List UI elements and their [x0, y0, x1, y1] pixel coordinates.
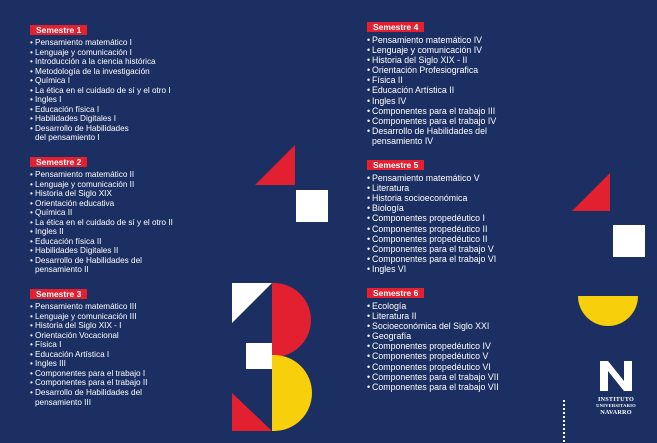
course-item: • Componentes para el trabajo VI — [367, 254, 577, 264]
semester-title: Semestre 1 — [30, 25, 87, 35]
semester-block — [30, 284, 240, 407]
course-item: • Orientación Vocacional — [30, 331, 240, 341]
course-item: • Componentes para el trabajo II — [30, 378, 240, 388]
course-list — [367, 301, 577, 392]
red-triangle-decoration-right — [572, 173, 610, 211]
course-item: • Pensamiento matemático I — [30, 38, 240, 48]
course-item: • Geografía — [367, 331, 577, 341]
white-square-decoration-right — [613, 225, 645, 257]
semester-block — [367, 283, 577, 392]
left-column — [30, 20, 240, 416]
semester-block — [30, 20, 240, 143]
red-small-triangle-shape — [232, 393, 272, 431]
course-item: • Desarrollo de Habilidades del pensamiento II — [30, 256, 240, 275]
logo-text-line3: NAVARRO — [600, 409, 632, 416]
course-item: • Componentes para el trabajo IV — [367, 116, 577, 126]
course-item: • Componentes propedéutico VI — [367, 362, 577, 372]
course-item: • Ingles I — [30, 95, 240, 105]
semester-title: Semestre 4 — [367, 22, 424, 32]
red-triangle-shape-right — [572, 173, 610, 211]
course-list — [30, 302, 240, 407]
course-item: • Metodología de la investigación — [30, 67, 240, 77]
course-list — [30, 38, 240, 143]
course-item: • Pensamiento matemático III — [30, 302, 240, 312]
course-item: • Lenguaje y comunicación IV — [367, 45, 577, 55]
logo-text-line1: INSTITUTO — [597, 396, 635, 403]
course-item: • Orientación Profesiografica — [367, 65, 577, 75]
course-item: • Habilidades Digitales I — [30, 114, 240, 124]
course-item: • Componentes para el trabajo III — [367, 106, 577, 116]
course-item: • Física I — [30, 340, 240, 350]
course-item: • Desarrollo de Habilidades del pensamiento III — [30, 388, 240, 407]
semester-title: Semestre 6 — [367, 288, 424, 298]
course-item: • Componentes propedéutico II — [367, 224, 577, 234]
course-item: • Habilidades Digitales II — [30, 246, 240, 256]
course-list — [367, 35, 577, 146]
yellow-semicircle-shape — [578, 296, 638, 326]
course-item: • Ingles IV — [367, 96, 577, 106]
course-item: • Componentes propedéutico II — [367, 234, 577, 244]
course-item: • Literatura — [367, 183, 577, 193]
logo-text-line2: UNIVERSITARIO — [596, 403, 636, 408]
white-square-shape — [246, 343, 272, 369]
course-item: • Desarrollo de Habilidades del pensamiento I — [30, 124, 240, 143]
red-triangle-shape — [255, 145, 295, 185]
course-item: • Ingles VI — [367, 264, 577, 274]
course-item: • Literatura II — [367, 311, 577, 321]
dotted-divider — [563, 400, 565, 443]
n-logo-icon — [596, 361, 636, 391]
course-item: • Lenguaje y comunicación II — [30, 180, 240, 190]
course-item: • Ingles III — [30, 359, 240, 369]
semester-block — [367, 155, 577, 274]
course-item: • Educación Artística I — [30, 350, 240, 360]
course-item: • Componentes para el trabajo VII — [367, 382, 577, 392]
course-item: • Componentes para el trabajo VII — [367, 372, 577, 382]
course-item: • Física II — [367, 75, 577, 85]
course-item: • Pensamiento matemático V — [367, 173, 577, 183]
course-item: • Ingles II — [30, 227, 240, 237]
course-item: • Historia del Siglo XIX — [30, 189, 240, 199]
course-item: • Historia socioeconómica — [367, 193, 577, 203]
semester-title: Semestre 5 — [367, 160, 424, 170]
course-item: • La ética en el cuidado de sí y el otro I — [30, 86, 240, 96]
course-item: • Desarrollo de Habilidades del pensamiento IV — [367, 126, 577, 146]
course-item: • Química I — [30, 76, 240, 86]
course-item: • Ecología — [367, 301, 577, 311]
red-half-circle-shape — [272, 283, 311, 357]
course-item: • Historia del Siglo XIX - II — [367, 55, 577, 65]
white-square-decoration — [296, 190, 328, 222]
course-item: • La ética en el cuidado de sí y el otro II — [30, 218, 240, 228]
course-item: • Educación física I — [30, 105, 240, 115]
course-item: • Orientación educativa — [30, 199, 240, 209]
right-column — [367, 17, 577, 401]
number-three-graphic — [232, 283, 330, 433]
institution-logo — [590, 361, 642, 416]
red-triangle-decoration — [255, 145, 295, 185]
course-list — [30, 170, 240, 275]
course-item: • Lenguaje y comunicación I — [30, 48, 240, 58]
course-item: • Componentes para el trabajo V — [367, 244, 577, 254]
course-item: • Educación Artística II — [367, 85, 577, 95]
course-item: • Componentes propedéutico V — [367, 351, 577, 361]
course-item: • Química II — [30, 208, 240, 218]
course-item: • Pensamiento matemático IV — [367, 35, 577, 45]
course-item: • Componentes propedéutico I — [367, 213, 577, 223]
semester-block — [30, 152, 240, 275]
semester-title: Semestre 2 — [30, 157, 87, 167]
n-logo-shape — [600, 361, 632, 391]
course-item: • Lenguaje y comunicación III — [30, 312, 240, 322]
course-item: • Pensamiento matemático II — [30, 170, 240, 180]
course-list — [367, 173, 577, 274]
course-item: • Introducción a la ciencia histórica — [30, 57, 240, 67]
semester-title: Semestre 3 — [30, 289, 87, 299]
course-item: • Componentes para el trabajo I — [30, 369, 240, 379]
yellow-semicircle-decoration — [578, 296, 638, 326]
course-item: • Componentes propedéutico IV — [367, 341, 577, 351]
course-item: • Educación física II — [30, 237, 240, 247]
semester-block — [367, 17, 577, 146]
course-item: • Socioeconómica del Siglo XXI — [367, 321, 577, 331]
course-item: • Biología — [367, 203, 577, 213]
yellow-half-circle-shape — [272, 355, 312, 431]
course-item: • Historia del Siglo XIX - I — [30, 321, 240, 331]
